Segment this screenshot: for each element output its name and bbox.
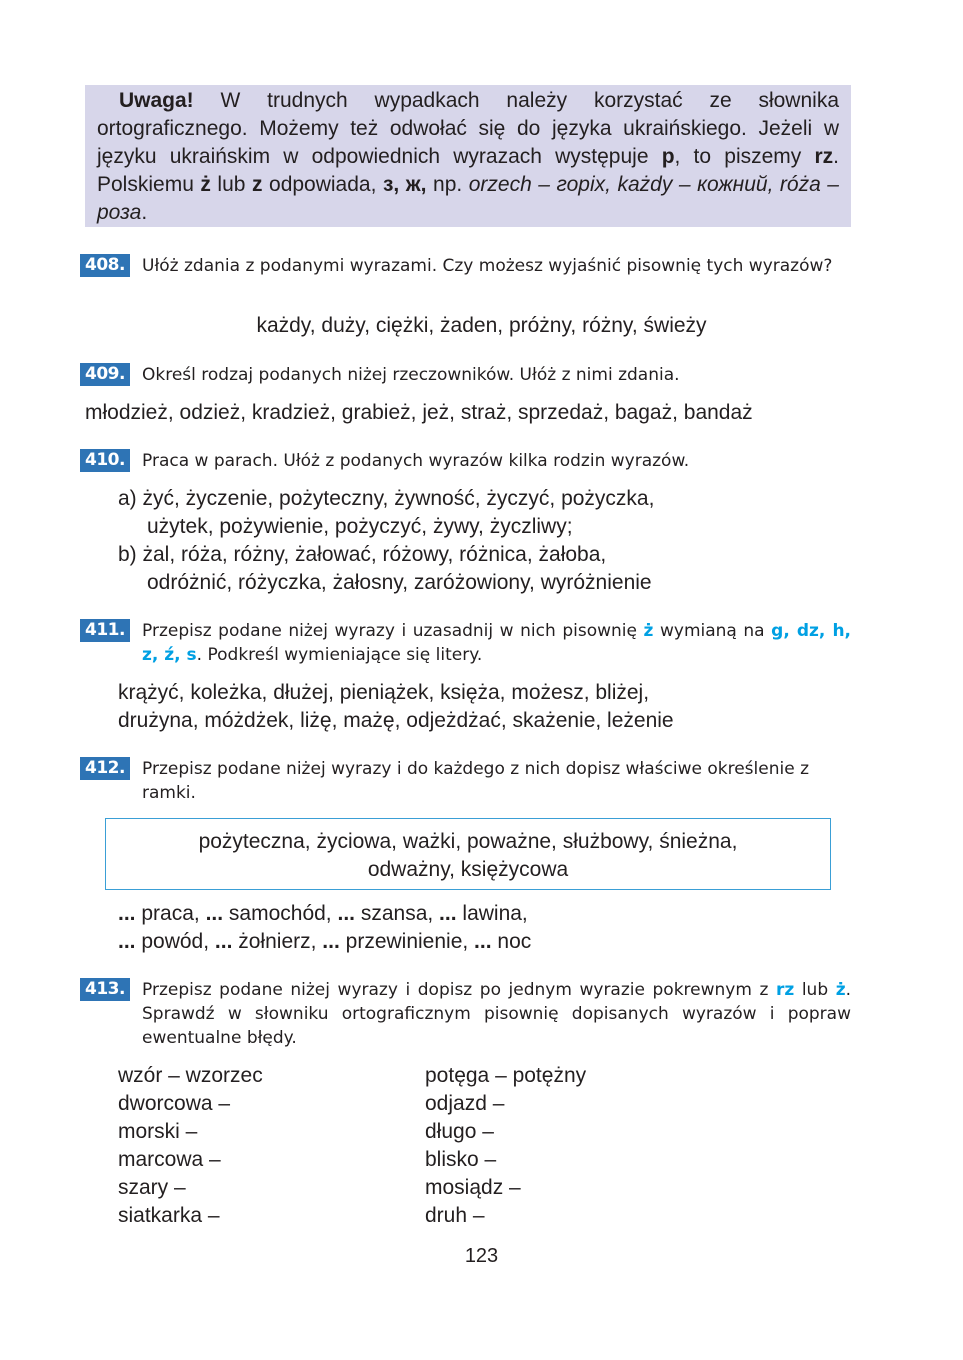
exercise-412-row2: ... powód, ... żołnierz, ... przewinienie, ... noc [118,930,532,953]
note-box: Uwaga! W trudnych wypadkach należy korzystać ze słownika ortograficznego. Możemy też odwołać się do języka ukraińskiego. Jeżeli w języku ukraińskim w odpowiednich wyrazach występuje р, to piszemy rz. Polskiemu ż lub z odpowiada, з, ж, np. orzech – горіх, każdy – кожний, róża – роза. [85,85,851,227]
exercise-number-409: 409. [80,363,130,386]
exercise-409-instruction: Określ rodzaj podanych niżej rzeczowników. Ułóż z nimi zdania. [142,365,680,385]
frame-line2: odważny, księżycowa [367,858,569,881]
exercise-number-411: 411. [80,619,130,642]
word-frame [105,818,831,890]
list-item: morski – [118,1120,198,1143]
exercise-409-words: młodzież, odzież, kradzież, grabież, jeż, straż, sprzedaż, bagaż, bandaż [85,401,753,424]
exercise-411-line1: krążyć, koleżka, dłużej, pieniążek, księża, możesz, bliżej, [118,681,650,704]
list-item: druh – [425,1204,485,1227]
exercise-number-413: 413. [80,978,130,1001]
exercise-number-410: 410. [80,449,130,472]
exercise-410-line-b1: b) żal, róża, różny, żałować, różowy, różnica, żałoba, [118,543,607,566]
exercise-408-words: każdy, duży, ciężki, żaden, próżny, różny, świeży [256,314,707,337]
list-item: szary – [118,1176,186,1199]
list-item: mosiądz – [425,1176,521,1199]
list-item: wzór – wzorzec [118,1064,263,1087]
exercise-408-instruction: Ułóż zdania z podanymi wyrazami. Czy możesz wyjaśnić pisownię tych wyrazów? [142,256,833,276]
exercise-410-instruction: Praca w parach. Ułóż z podanych wyrazów kilka rodzin wyrazów. [142,451,690,471]
exercise-number-412: 412. [80,757,130,780]
list-item: potęga – potężny [425,1064,587,1087]
exercise-number-408: 408. [80,254,130,277]
list-item: marcowa – [118,1148,221,1171]
exercise-412-row1: ... praca, ... samochód, ... szansa, ... lawina, [118,902,528,925]
list-item: dworcowa – [118,1092,231,1115]
list-item: odjazd – [425,1092,505,1115]
exercise-410-line-a2: użytek, pożywienie, pożyczyć, żywy, życzliwy; [147,515,573,538]
note-label: Uwaga! [119,89,194,112]
list-item: długo – [425,1120,494,1143]
exercise-410-line-b2: odróżnić, różyczka, żałosny, zaróżowiony, wyróżnienie [147,571,652,594]
list-item: siatkarka – [118,1204,220,1227]
exercise-412-instruction: Przepisz podane niżej wyrazy i do każdego z nich dopisz właściwe określenie z ramki. [142,759,810,803]
exercise-410-line-a1: a) żyć, życzenie, pożyteczny, żywność, życzyć, pożyczka, [118,487,655,510]
exercise-411-line2: drużyna, móżdżek, liżę, mażę, odjeżdżać, skażenie, leżenie [118,709,674,732]
exercise-411-instruction: Przepisz podane niżej wyrazy i uzasadnij w nich pisownię ż wymianą na g, dz, h, z, ź, s. Podkreśl wymieniające się litery. [142,621,852,665]
exercise-413-instruction: Przepisz podane niżej wyrazy i dopisz po jednym wyrazie pokrewnym z rz lub ż. Sprawdź w słowniku ortograficznym pisownię dopisanych wyrazów i popraw ewentualne błędy. [142,980,851,1048]
page-number: 123 [464,1245,499,1267]
list-item: blisko – [425,1148,497,1171]
frame-line1: pożyteczna, życiowa, ważki, poważne, służbowy, śnieżna, [198,830,738,853]
